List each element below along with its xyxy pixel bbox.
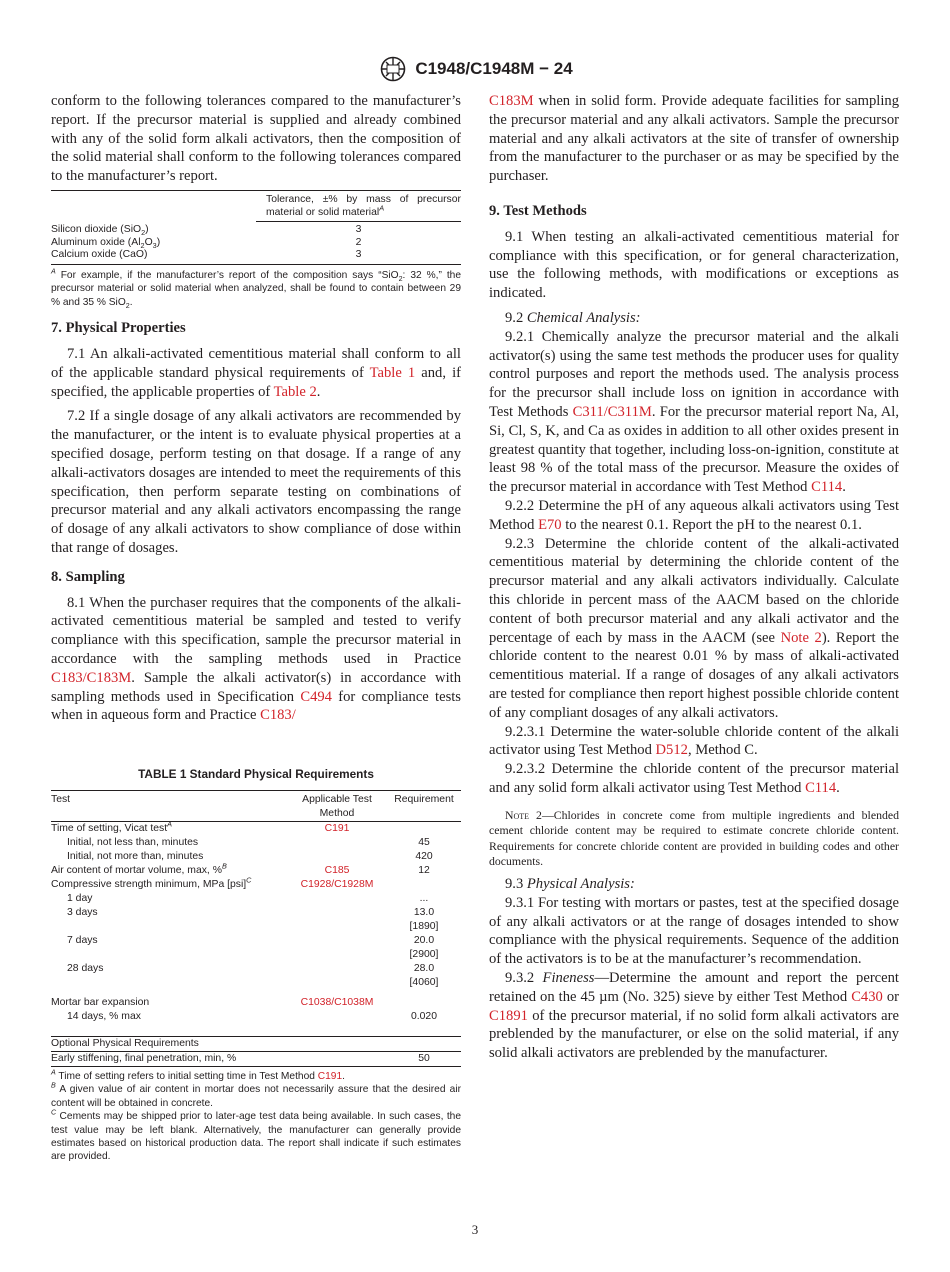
paragraph-9-3: 9.3 Physical Analysis: <box>505 876 635 893</box>
c183m-link[interactable]: C183M <box>489 93 534 109</box>
tolerance-table <box>51 190 461 265</box>
table-row: Compressive strength minimum, MPa [psi]$^C$ C1928/C1928M <box>51 875 374 890</box>
astm-logo-icon <box>377 56 409 82</box>
page-number: 3 <box>471 1222 479 1237</box>
c430-link[interactable]: C430 <box>851 988 883 1005</box>
c191-footnote-link[interactable]: C191 <box>317 1070 343 1082</box>
table-row: 3 days 13.0 [1890] <box>67 906 439 932</box>
c1928-link[interactable]: C1928/C1928M <box>300 878 374 890</box>
section-9-heading: 9. Test Methods <box>489 202 587 219</box>
table-row: Calcium oxide (CaO) 3 <box>51 249 362 261</box>
right-column <box>489 92 899 1063</box>
table-row: Silicon dioxide (SiO$_2$) 3 <box>51 223 362 237</box>
table-row: 7 days 20.0 [2900] <box>67 934 439 960</box>
paragraph-7-2: 7.2 If a single dosage of any alkali activators are recommended by the manufacturer, or the intent is to evaluate physical properties at a specified dosage, perform testing on that dosage. If a range of any alkali-activators dosages are intended to meet the requirements of this specification, then perform separate testing on combinations of precursor material and any alkali activators encompassing the range of dosage of any alkali activators to show compliance of dose within that range of dosages. <box>51 408 461 556</box>
note-2-link[interactable]: Note 2 <box>780 629 822 646</box>
paragraph-9-2-3: 9.2.3 Determine the chloride content of the alkali-activated cementitious material by determining the chloride content of the precursor material and any alkali activators individually. Calculate this chloride in percent mass of the AACM based on the chloride content of both precursor material and any alkali activator and the percentage of each by mass in the AACM (see Note 2). Report the chloride content to the nearest 0.01 % by mass of alkali-activated cementitious material. If a range of dosages of any alkali activators are tested for compliance then report highest possible chloride content of any compliant dosages of any alkali activators. <box>489 535 899 721</box>
paragraph-sampling-continued: C183M when in solid form. Provide adequate facilities for sampling the precursor material and any alkali activators. Sample the precursor material and any alkali activators at the site of transfer of ownership from the manufacturer to the purchaser or as may be specified by the purchaser. <box>489 93 899 185</box>
paragraph-9-2-1: 9.2.1 Chemically analyze the precursor material and the alkali activator(s) using the same test methods the producer uses for quality control purposes and report the methods used. The analysis process for the precursor shall include loss on ignition in accordance with Test Methods C311/C311M. For the precursor material report Na, Al, Si, Cl, S, K, and Ca as oxides in addition to all other oxides present in greatest quantity that together, including loss-on-ignition, constitute at least 98 % of the total mass of the precursor. Measure the oxides of the precursor material in accordance with Test Method C114. <box>489 328 900 496</box>
page-header <box>0 56 950 82</box>
paragraph-9-2-2: 9.2.2 Determine the pH of any aqueous alkali activators using Test Method E70 to the nearest 0.1. Report the pH to the nearest 0.1. <box>489 497 899 533</box>
tolerance-footnote: $^A$ For example, if the manufacturer’s report of the composition says “SiO$_2$: 32 %,” the precursor material or solid material when analyzed, shall be found to contain between 29 % and 35 % SiO$_2$. <box>51 267 461 310</box>
c311-link[interactable]: C311/C311M <box>572 403 652 420</box>
document-title: C1948/C1948M − 24 <box>415 59 573 78</box>
c191-link[interactable]: C191 <box>324 822 350 834</box>
table-row: Initial, not less than, minutes 45 <box>67 836 430 848</box>
e70-link[interactable]: E70 <box>538 516 562 533</box>
section-7-heading: 7. Physical Properties <box>51 320 186 337</box>
table-row: 14 days, % max 0.020 <box>67 1010 437 1022</box>
tolerance-header: Tolerance, ±% by mass of precursor material or solid material$^A$ <box>256 190 461 221</box>
paragraph-7-1: 7.1 An alkali-activated cementitious material shall conform to all of the applicable standard physical requirements of Table 1 and, if specified, the applicable properties of Table 2. <box>51 345 461 400</box>
c1038-link[interactable]: C1038/C1038M <box>300 996 374 1008</box>
table-row: 28 days 28.0 [4060] <box>67 962 439 988</box>
paragraph-intro: conform to the following tolerances compared to the manufacturer’s report. If the precursor material is supplied and already combined with any of the solid form alkali activators, then the composition of the solid material shall conform to the following tolerances compared to the manufacturer’s report. <box>51 93 461 185</box>
c185-link[interactable]: C185 <box>324 864 350 876</box>
c183-continued-link[interactable]: C183/ <box>260 707 296 724</box>
table-row: Mortar bar expansion C1038/C1038M <box>51 996 374 1008</box>
table-row: Optional Physical Requirements <box>51 1036 461 1051</box>
c1891-link[interactable]: C1891 <box>489 1007 528 1024</box>
d512-link[interactable]: D512 <box>655 742 688 759</box>
section-8-heading: 8. Sampling <box>51 568 125 585</box>
c183-link[interactable]: C183/C183M <box>51 669 132 686</box>
table-row: Air content of mortar volume, max, %$^B$ C185 12 <box>51 861 430 876</box>
paragraph-9-3-1: 9.3.1 For testing with mortars or pastes, test at the specified dosage of any alkali activators or at the range of dosages intended to show compliance with the physical requirements. Sequence of the addition of the activators is to be at the manufacturer’s recommendation. <box>489 894 899 968</box>
table-1 <box>51 790 461 1067</box>
table-2-link[interactable]: Table 2 <box>273 383 317 400</box>
table-row: Initial, not more than, minutes 420 <box>67 850 433 862</box>
c114-link[interactable]: C114 <box>811 479 843 496</box>
table-row: 1 day ... <box>67 892 429 904</box>
paragraph-9-2: 9.2 Chemical Analysis: <box>505 309 641 326</box>
table-row: Early stiffening, final penetration, min, % 50 <box>51 1051 461 1066</box>
table-1-link[interactable]: Table 1 <box>369 364 416 381</box>
c494-link[interactable]: C494 <box>300 688 332 705</box>
paragraph-9-1: 9.1 When testing an alkali-activated cementitious material for compliance with this specification, or for general characterization, use the following methods, with modifications or exceptions as indicated. <box>489 228 899 302</box>
table-row <box>51 190 461 221</box>
table-1-footnote-c: $^C$ Cements may be shipped prior to later-age test data being available. In such cases, the test value may be left blank. Alternatively, the manufacturer can generally provide estimates based on historical production data. The report shall indicate if such estimates are provided. <box>51 1108 461 1163</box>
paragraph-9-3-2: 9.3.2 Fineness—Determine the amount and report the percent retained on the 45 µm (No. 325) sieve by either Test Method C430 or C1891 of the precursor material, if no solid form alkali activators are preblended by the manufacturer, or else on the solid material, if any solid alkali activators are preblended by the manufacturer. <box>489 970 899 1062</box>
table-row: Aluminum oxide $(Al_2O_3)$ 2 <box>51 236 362 250</box>
table-1-caption: TABLE 1 Standard Physical Requirements <box>138 767 374 782</box>
table-1-footnote-b: $^B$ A given value of air content in mortar does not necessarily assure that the desired air content will be obtained in concrete. <box>51 1081 461 1109</box>
table-header-row: Test Applicable Test Method Requirement <box>51 790 461 821</box>
c114-second-link[interactable]: C114 <box>805 779 837 796</box>
table-row: Time of setting, Vicat test$^A$ C191 <box>51 819 350 834</box>
left-column <box>51 92 461 1164</box>
paragraph-9-2-3-2: 9.2.3.2 Determine the chloride content of the precursor material and any solid form alkali activator using Test Method C114. <box>489 761 899 796</box>
note-2: Note 2—Chlorides in concrete come from multiple ingredients and blended cement chloride content may be required to estimate concrete chloride content. Requirements for concrete chloride content are provided in building codes and other documents. <box>489 807 899 869</box>
paragraph-8-1: 8.1 When the purchaser requires that the components of the alkali-activated cementitious material be sampled and tested to verify compliance with this specification, sample the precursor material in accordance with the sampling methods used in Practice C183/C183M. Sample the alkali activator(s) in accordance with sampling methods used in Specification C494 for compliance tests when in aqueous form and Practice C183/ <box>51 594 461 724</box>
table-1-footnote-a: $^A$ Time of setting refers to initial setting time in Test Method C191. <box>51 1068 345 1082</box>
paragraph-9-2-3-1: 9.2.3.1 Determine the water-soluble chloride content of the alkali activator using Test Method D512, Method C. <box>489 723 899 759</box>
